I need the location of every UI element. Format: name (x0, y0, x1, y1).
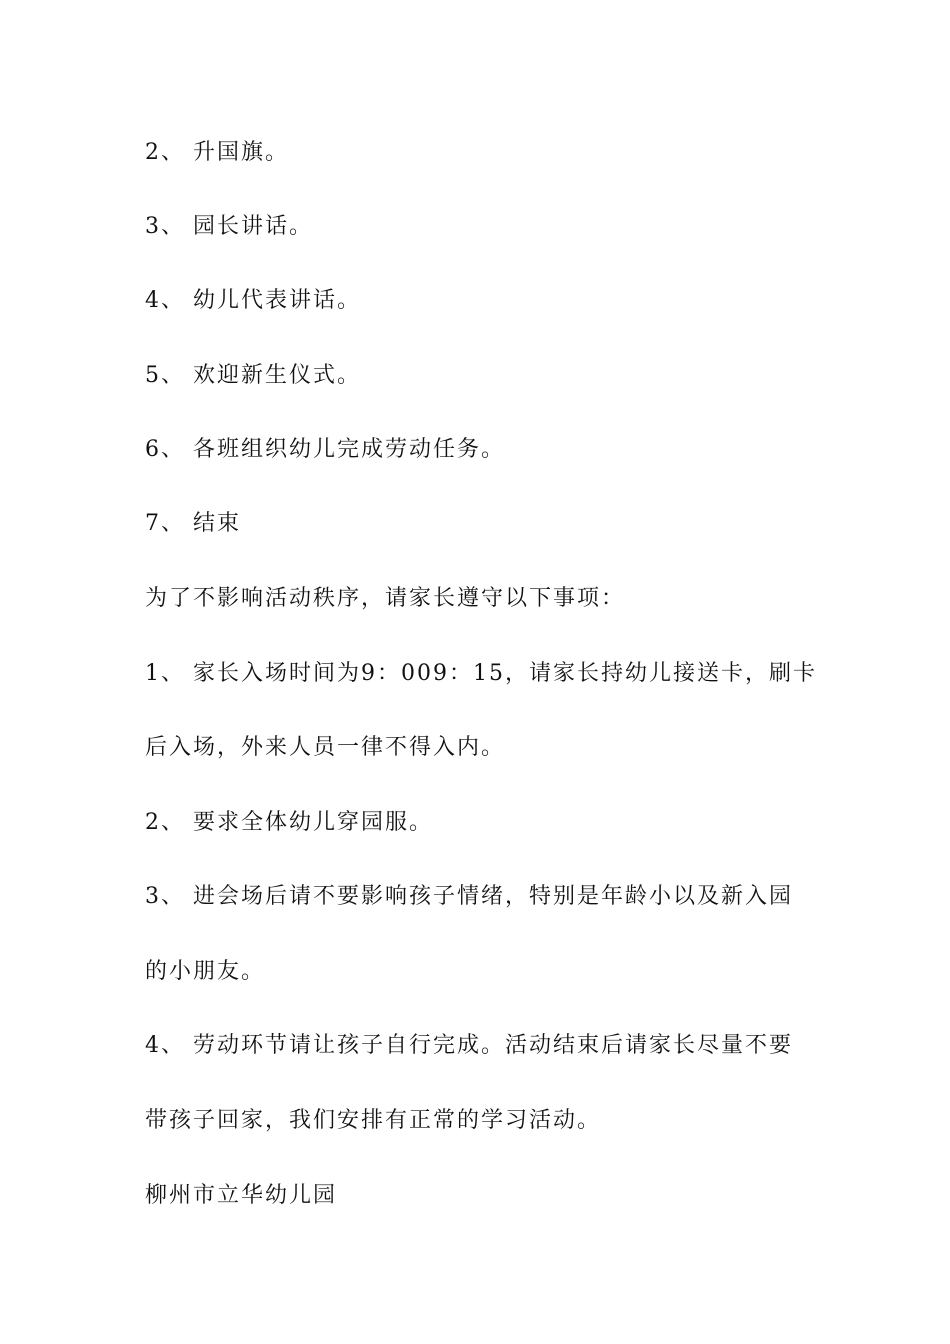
item-number: 7、 (145, 511, 185, 536)
signature: 柳州市立华幼儿园 (145, 1183, 338, 1208)
program-item-6 (145, 435, 505, 465)
program-item-2 (145, 138, 289, 168)
item-text: 进会场后请不要影响孩子情绪，特别是年龄小以及新入园 (193, 884, 794, 909)
item-number: 3、 (145, 884, 185, 909)
item-text: 各班组织幼儿完成劳动任务。 (193, 437, 506, 462)
item-number: 4、 (145, 288, 185, 313)
notice-item-1 (145, 659, 817, 689)
item-number: 2、 (145, 810, 185, 835)
item-text: 劳动环节请让孩子自行完成。活动结束后请家长尽量不要 (193, 1033, 794, 1058)
item-number: 4、 (145, 1033, 185, 1058)
notice-item-4 (145, 1031, 793, 1061)
notice-item-2 (145, 808, 433, 838)
program-item-7 (145, 509, 241, 539)
item-number: 1、 (145, 661, 185, 686)
item-text: 结束 (193, 511, 242, 536)
notice-item-4-continued: 带孩子回家，我们安排有正常的学习活动。 (145, 1108, 602, 1133)
notice-item-1-continued: 后入场，外来人员一律不得入内。 (145, 735, 506, 760)
item-number: 5、 (145, 363, 185, 388)
program-item-5 (145, 361, 361, 391)
item-text: 欢迎新生仪式。 (193, 363, 362, 388)
item-number: 6、 (145, 437, 185, 462)
item-number: 3、 (145, 214, 185, 239)
item-text: 升国旗。 (193, 140, 290, 165)
program-item-4 (145, 286, 361, 316)
item-text: 要求全体幼儿穿园服。 (193, 810, 434, 835)
item-number: 2、 (145, 140, 185, 165)
program-item-3 (145, 212, 313, 242)
item-text: 园长讲话。 (193, 214, 314, 239)
item-text: 幼儿代表讲话。 (193, 288, 362, 313)
notice-item-3 (145, 882, 793, 912)
notice-intro: 为了不影响活动秩序，请家长遵守以下事项： (145, 586, 626, 611)
notice-item-3-continued: 的小朋友。 (145, 959, 266, 984)
item-text: 家长入场时间为9：009：15，请家长持幼儿接送卡，刷卡 (193, 661, 817, 686)
